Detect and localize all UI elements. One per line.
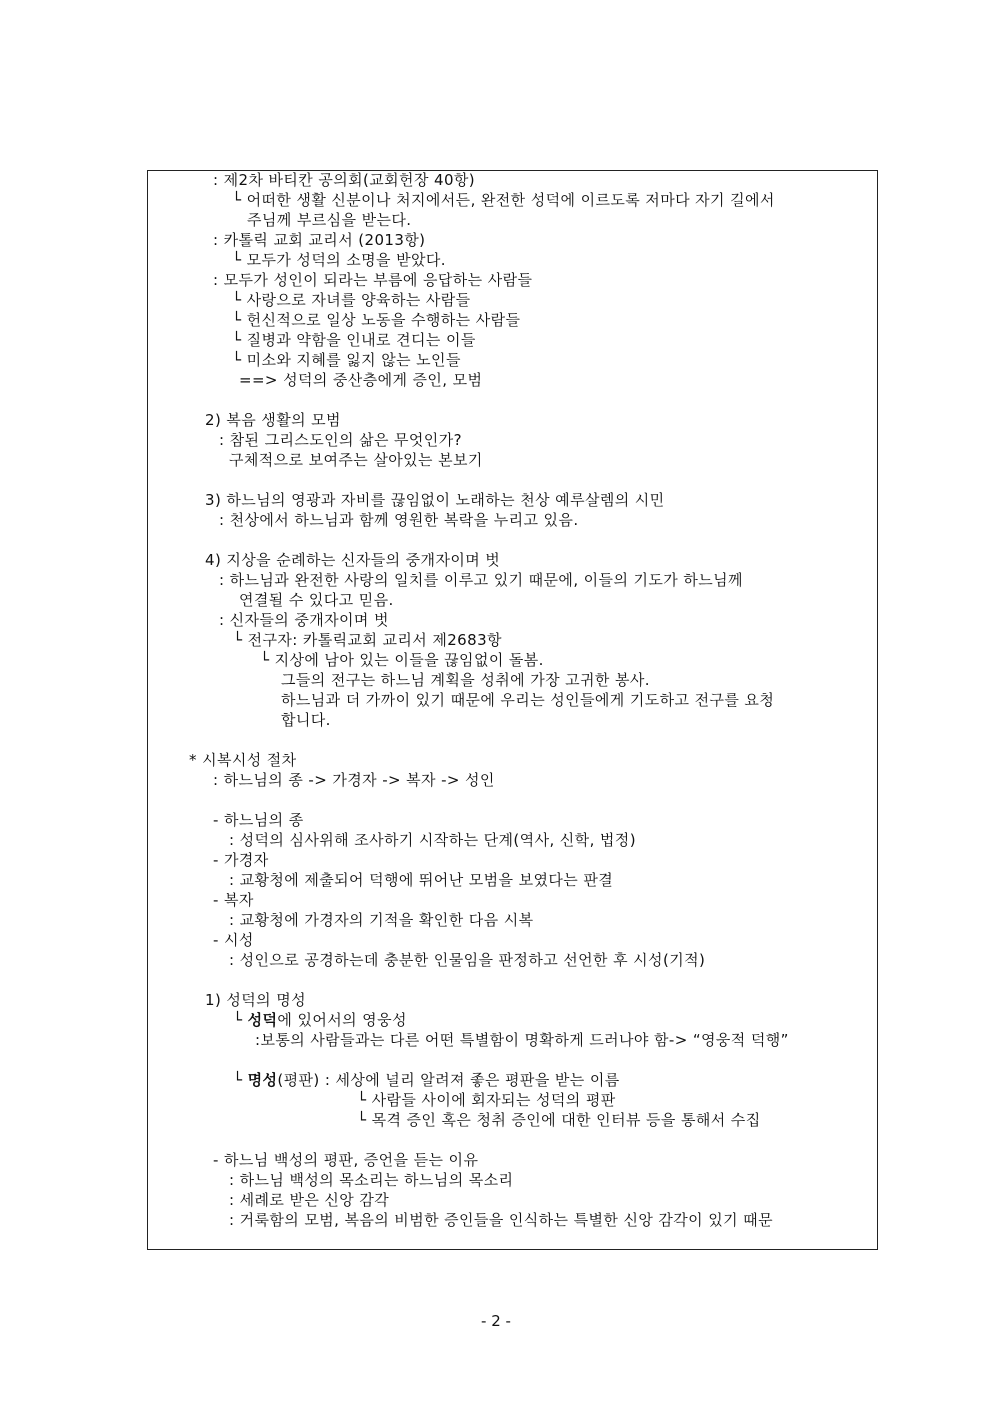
text-line: : 천상에서 하느님과 함께 영원한 복락을 누리고 있음. — [219, 511, 579, 529]
text-line: └ 모두가 성덕의 소명을 받았다. — [232, 251, 446, 269]
line-suffix: 에 있어서의 영웅성 — [277, 1011, 407, 1029]
text-line: : 성인으로 공경하는데 충분한 인물임을 판정하고 선언한 후 시성(기적) — [229, 951, 706, 969]
line-prefix: └ — [233, 1011, 248, 1029]
text-line: └ 목격 증인 혹은 청취 증인에 대한 인터뷰 등을 통해서 수집 — [357, 1111, 761, 1129]
text-line: 4) 지상을 순례하는 신자들의 중개자이며 벗 — [205, 551, 501, 569]
text-line: └ 전구자: 카톨릭교회 교리서 제2683항 — [233, 631, 502, 649]
text-line: └ 사람들 사이에 회자되는 성덕의 평판 — [357, 1091, 616, 1109]
page-number: - 2 - — [481, 1312, 511, 1330]
text-line: 하느님과 더 가까이 있기 때문에 우리는 성인들에게 기도하고 전구를 요청 — [281, 691, 775, 709]
bold-term: 성덕 — [247, 1011, 278, 1029]
text-line: : 신자들의 중개자이며 벗 — [219, 611, 389, 629]
text-line: - 하느님의 종 — [213, 811, 304, 829]
text-line: : 세례로 받은 신앙 감각 — [229, 1191, 390, 1209]
line-prefix: └ — [233, 1071, 248, 1089]
text-line: └ 질병과 약함을 인내로 견디는 이들 — [232, 331, 476, 349]
text-line: : 하느님 백성의 목소리는 하느님의 목소리 — [229, 1171, 514, 1189]
text-line: - 가경자 — [213, 851, 269, 869]
line-suffix: (평판) : 세상에 널리 알려져 좋은 평판을 받는 이름 — [277, 1071, 620, 1089]
text-line: : 거룩함의 모범, 복음의 비범한 증인들을 인식하는 특별한 신앙 감각이 있기 때문 — [229, 1211, 773, 1229]
text-line: 주님께 부르심을 받는다. — [247, 211, 412, 229]
text-line: 1) 성덕의 명성 — [205, 991, 306, 1009]
text-line: 2) 복음 생활의 모범 — [205, 411, 341, 429]
text-line: 3) 하느님의 영광과 자비를 끊임없이 노래하는 천상 예루살렘의 시민 — [205, 491, 665, 509]
text-line: : 모두가 성인이 되라는 부름에 응답하는 사람들 — [213, 271, 533, 289]
text-line: : 성덕의 심사위해 조사하기 시작하는 단계(역사, 신학, 법정) — [229, 831, 636, 849]
text-line: └ 사랑으로 자녀를 양육하는 사람들 — [232, 291, 471, 309]
text-line: :보통의 사람들과는 다른 어떤 특별함이 명확하게 드러나야 함-> “영웅적 덕행” — [255, 1031, 789, 1049]
text-line: 그들의 전구는 하느님 계획을 성취에 가장 고귀한 봉사. — [281, 671, 650, 689]
text-line: └ 헌신적으로 일상 노동을 수행하는 사람들 — [232, 311, 521, 329]
text-line: └ 지상에 남아 있는 이들을 끊임없이 돌봄. — [260, 651, 544, 669]
text-line: - 시성 — [213, 931, 254, 949]
text-line: 구체적으로 보여주는 살아있는 본보기 — [229, 451, 483, 469]
text-line: - 복자 — [213, 891, 254, 909]
text-line: * 시복시성 절차 — [189, 751, 297, 769]
text-line: : 카톨릭 교회 교리서 (2013항) — [213, 231, 426, 249]
text-line: - 하느님 백성의 평판, 증언을 듣는 이유 — [213, 1151, 479, 1169]
text-line: : 교황청에 제출되어 덕행에 뛰어난 모범을 보였다는 판결 — [229, 871, 614, 889]
text-line: 합니다. — [281, 711, 331, 729]
text-line: ==> 성덕의 중산층에게 증인, 모범 — [239, 371, 483, 389]
bold-term: 명성 — [247, 1071, 278, 1089]
text-line: : 제2차 바티칸 공의회(교회헌장 40항) — [213, 171, 476, 189]
text-line: : 교황청에 가경자의 기적을 확인한 다음 시복 — [229, 911, 534, 929]
text-line: └ 어떠한 생활 신분이나 처지에서든, 완전한 성덕에 이르도록 저마다 자기 길에서 — [232, 191, 775, 209]
text-line — [233, 1010, 407, 1030]
text-line — [233, 1070, 620, 1090]
text-line: └ 미소와 지혜를 잃지 않는 노인들 — [232, 351, 461, 369]
text-line: : 하느님의 종 -> 가경자 -> 복자 -> 성인 — [213, 771, 495, 789]
text-line: 연결될 수 있다고 믿음. — [239, 591, 394, 609]
text-line: : 참된 그리스도인의 삶은 무엇인가? — [219, 431, 462, 449]
text-line: : 하느님과 완전한 사랑의 일치를 이루고 있기 때문에, 이들의 기도가 하느님께 — [219, 571, 743, 589]
